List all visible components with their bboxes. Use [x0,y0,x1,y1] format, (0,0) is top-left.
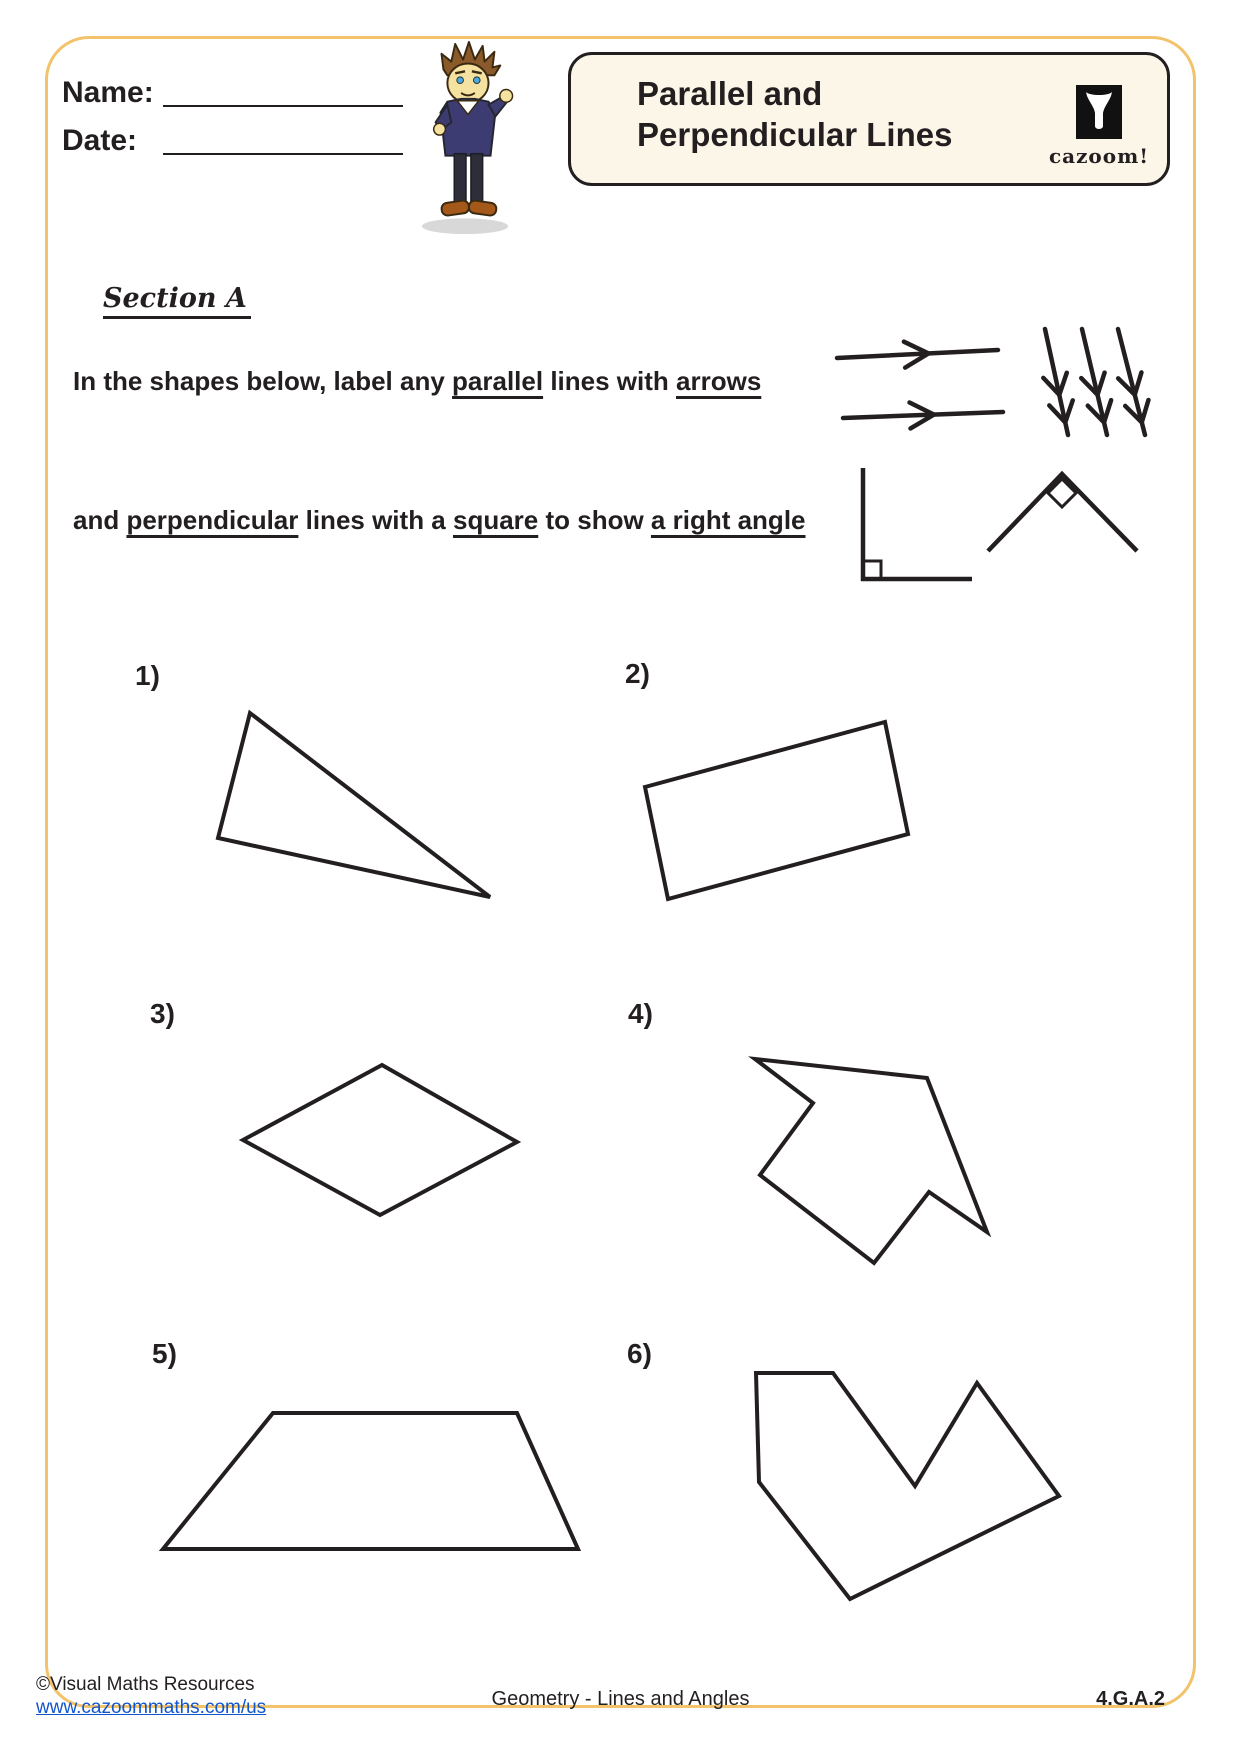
name-label: Name: [62,76,154,109]
footer-link[interactable]: www.cazoommaths.com/us [36,1697,267,1718]
example-parallel-single-line [843,412,1003,418]
keyword-underlined: perpendicular [126,505,299,535]
problem-number-1: 1) [135,660,160,691]
instruction-text: In the shapes below, label any [73,366,453,396]
logo-text: cazoom! [1048,144,1150,168]
problem-shape-2 [645,722,908,899]
title-line-2: Perpendicular Lines [637,116,953,153]
title-line-1: Parallel and [637,75,823,112]
keyword-underlined: arrows [676,366,762,396]
problem-number-4: 4) [628,998,653,1029]
problem-shape-3 [243,1065,517,1215]
footer-standard-code: 4.G.A.2 [1096,1688,1165,1710]
problem-shape-1 [218,713,490,897]
problem-number-3: 3) [150,998,175,1029]
footer-copyright: ©Visual Maths Resources [36,1674,255,1695]
instruction-text: to show [538,505,651,535]
problem-shape-5 [163,1413,578,1549]
example-right-angle-square [863,561,881,579]
problem-shape-6 [756,1373,1059,1599]
problem-number-5: 5) [152,1338,177,1369]
problem-number-2: 2) [625,658,650,689]
example-roof [988,474,1137,551]
instruction-text: lines with [543,366,677,396]
problem-shape-4 [755,1059,987,1263]
problem-number-6: 6) [627,1338,652,1369]
section-heading: Section A [103,283,251,319]
keyword-underlined: square [452,505,539,535]
example-parallel-single-line [837,350,998,358]
keyword-underlined: parallel [452,366,544,396]
footer-topic: Geometry - Lines and Angles [491,1688,750,1710]
keyword-underlined: a right angle [650,505,806,535]
instruction-text: lines with a [298,505,453,535]
date-label: Date: [62,124,138,157]
instruction-text: and [73,505,127,535]
